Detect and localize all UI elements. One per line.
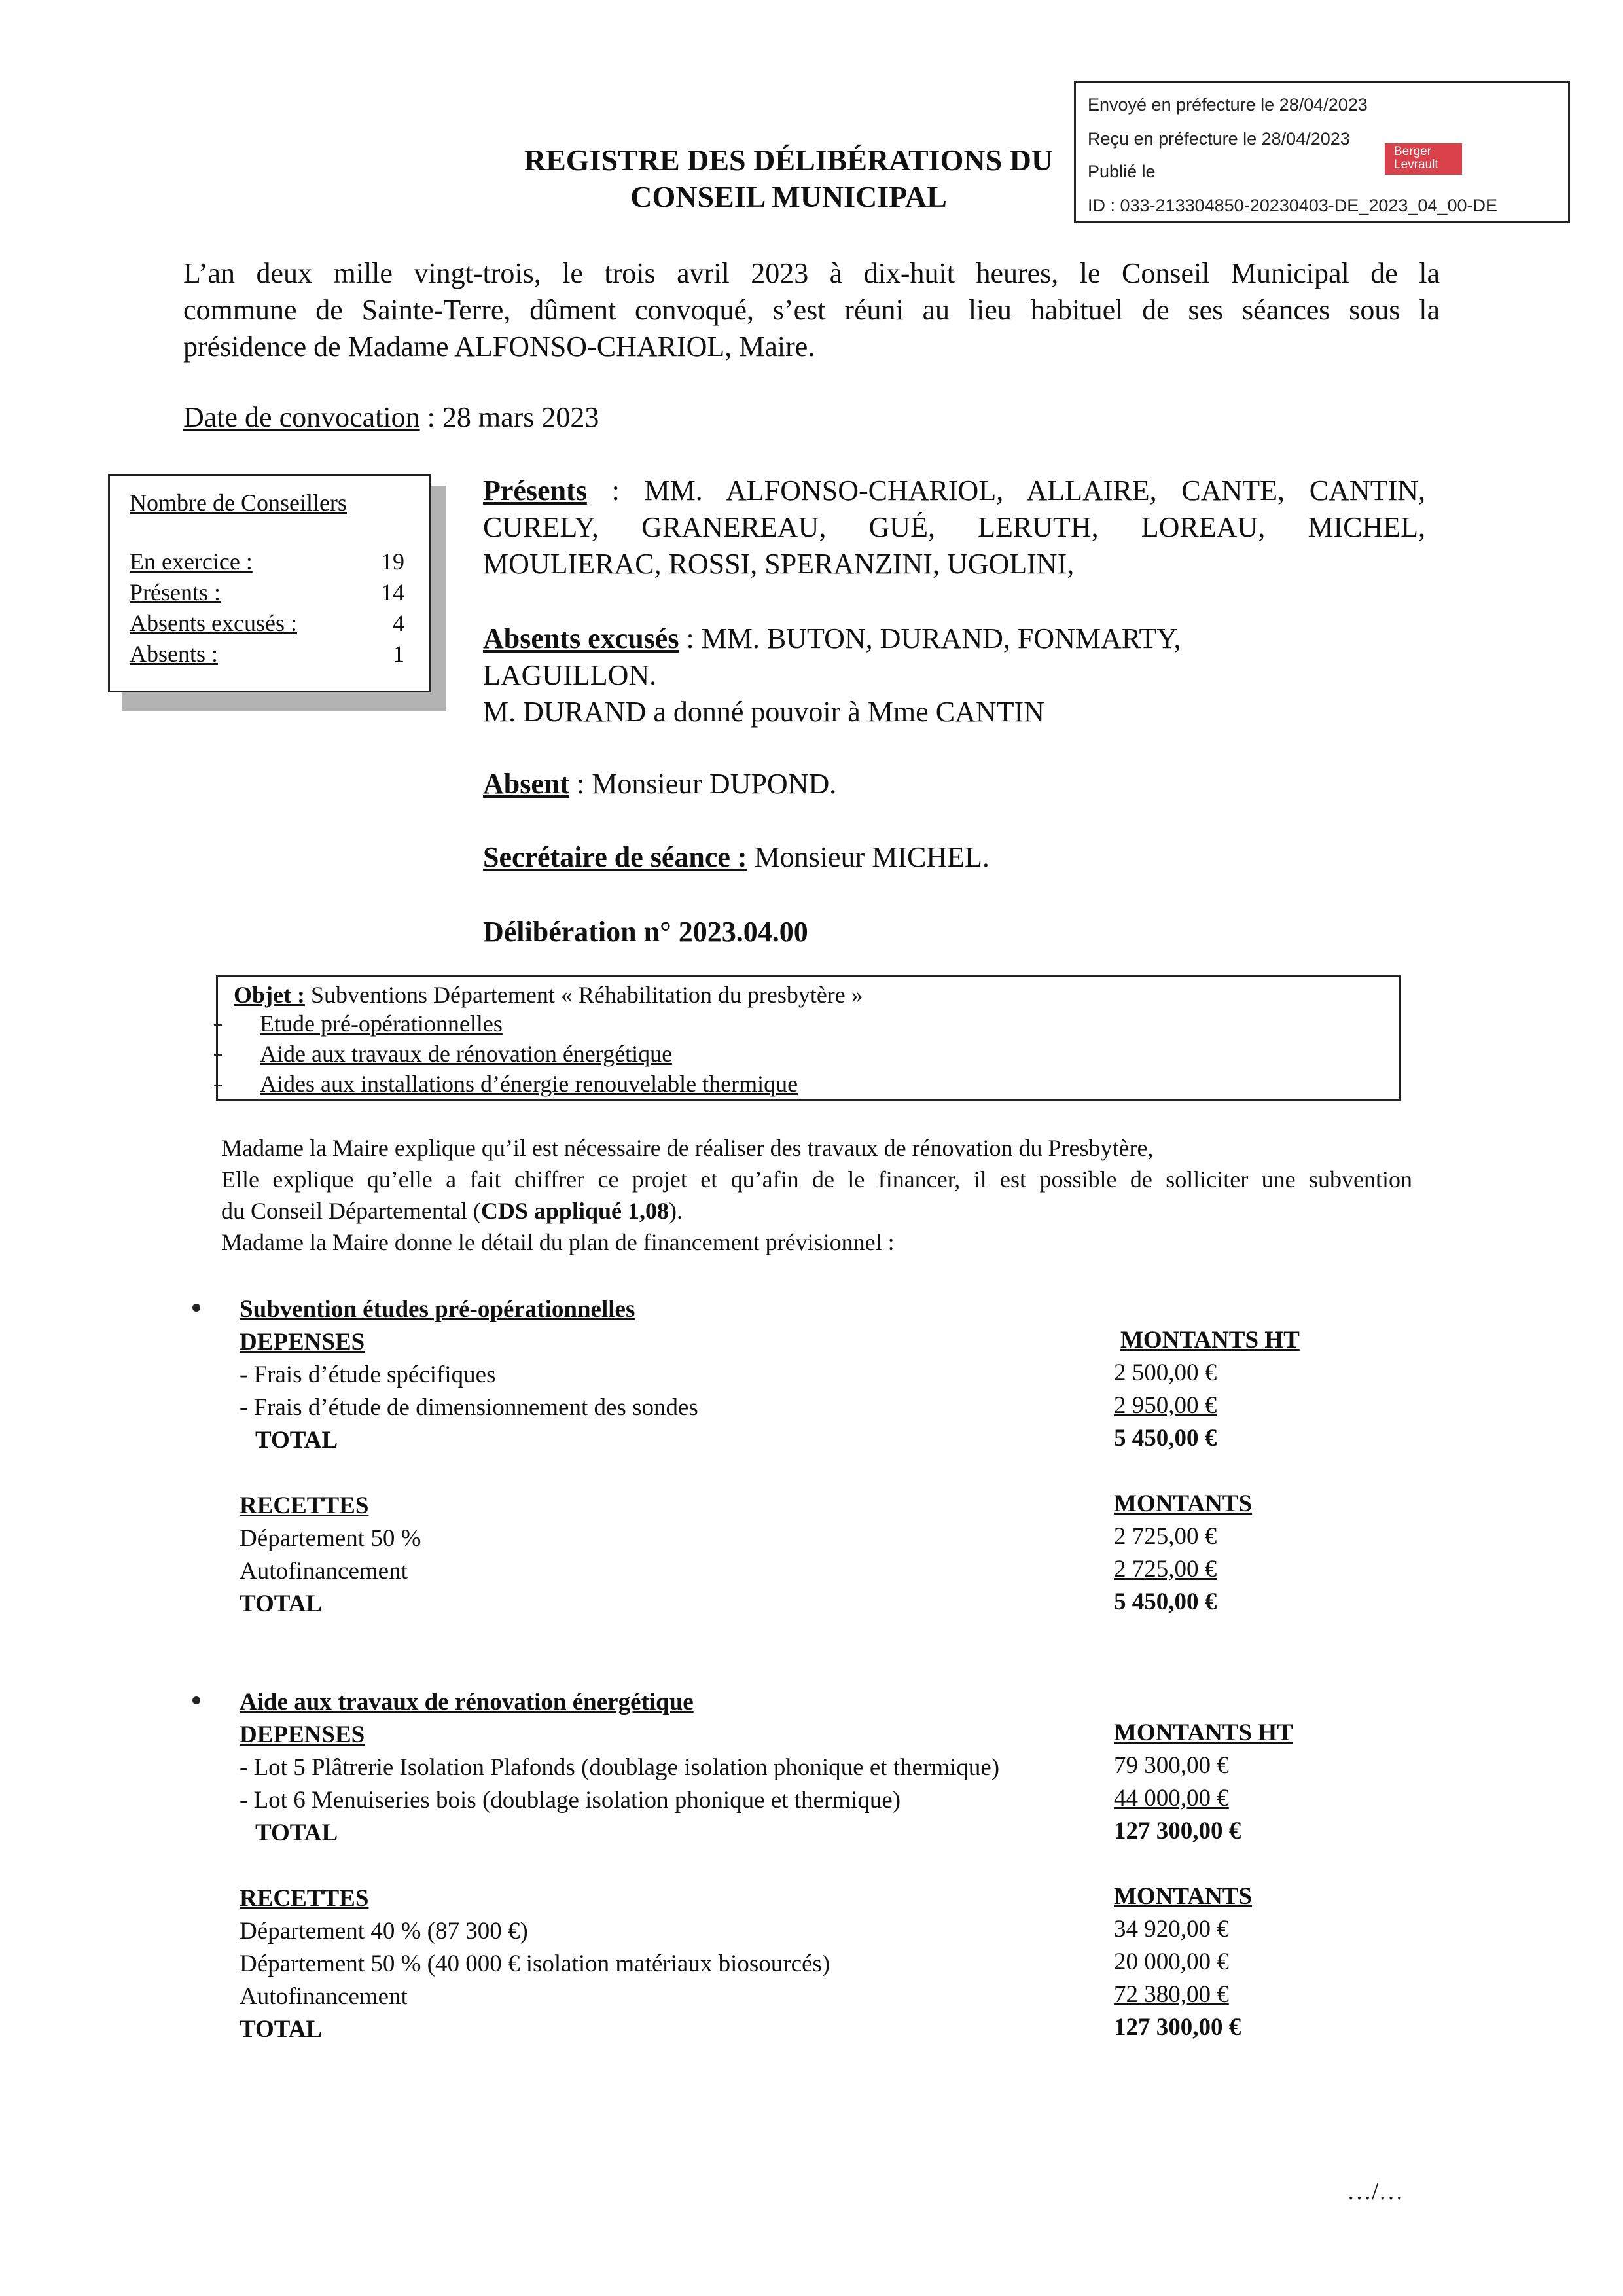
continuation-mark: …/… bbox=[1347, 2178, 1404, 2205]
section2-depenses-header: DEPENSES bbox=[240, 1721, 365, 1748]
explanation-paragraph: Madame la Maire explique qu’il est nécessaire de réaliser des travaux de rénovation du Presbytère, Elle explique qu’elle a fait chiffrer ce projet et qu’afin de le financer, il est possible de solliciter une subvention du Conseil Départemental (CDS appliqué 1,08). Madame la Maire donne le détail du plan de financement prévisionnel : bbox=[221, 1135, 1412, 1255]
section2-recette-amount: 20 000,00 € bbox=[1114, 1948, 1229, 1975]
counselors-box bbox=[108, 474, 431, 692]
berger-levrault-logo: Berger Levrault bbox=[1385, 143, 1462, 175]
section2-recette-amount: 72 380,00 € bbox=[1114, 1981, 1229, 2008]
section2-montants-header: MONTANTS bbox=[1114, 1883, 1253, 1910]
stamp-id: ID : 033-213304850-20230403-DE_2023_04_00-DE bbox=[1088, 196, 1497, 215]
counselors-row: Présents : 14 bbox=[130, 579, 404, 605]
section1-recette-amount: 2 725,00 € bbox=[1114, 1523, 1217, 1550]
section2-recettes-header: RECETTES bbox=[240, 1885, 369, 1912]
section1-recettes-total-label: TOTAL bbox=[240, 1590, 323, 1617]
stamp-received: Reçu en préfecture le 28/04/2023 bbox=[1088, 129, 1350, 149]
section1-depense-amount: 2 950,00 € bbox=[1114, 1392, 1217, 1419]
excused-members: Absents excusés : MM. BUTON, DURAND, FONMARTY, LAGUILLON. M. DURAND a donné pouvoir à Mme CANTIN bbox=[483, 620, 1425, 730]
section2-depenses-total: 127 300,00 € bbox=[1114, 1818, 1241, 1844]
objet-item: Etude pré-opérationnelles bbox=[260, 1011, 503, 1037]
section2-depenses-total-label: TOTAL bbox=[255, 1820, 338, 1846]
deliberation-number: Délibération n° 2023.04.00 bbox=[483, 916, 808, 948]
objet-box bbox=[216, 975, 1401, 1101]
section2-recette-label: Département 40 % (87 300 €) bbox=[240, 1918, 528, 1945]
section1-title: Subvention études pré-opérationnelles bbox=[240, 1296, 635, 1323]
section2-montants-ht-header: MONTANTS HT bbox=[1114, 1719, 1293, 1746]
section1-depense-amount: 2 500,00 € bbox=[1114, 1359, 1217, 1386]
section2-recettes-total-label: TOTAL bbox=[240, 2016, 323, 2043]
stamp-published: Publié le bbox=[1088, 162, 1156, 181]
prefecture-stamp bbox=[1074, 81, 1570, 223]
section1-recette-label: Département 50 % bbox=[240, 1525, 421, 1552]
section2-recette-amount: 34 920,00 € bbox=[1114, 1916, 1229, 1943]
section2-recette-label: Département 50 % (40 000 € isolation matériaux biosourcés) bbox=[240, 1950, 830, 1977]
list-dash bbox=[214, 1085, 222, 1086]
objet-item: Aide aux travaux de rénovation énergétique bbox=[260, 1041, 673, 1067]
proxy-note: M. DURAND a donné pouvoir à Mme CANTIN bbox=[483, 696, 1044, 728]
counselors-title: Nombre de Conseillers bbox=[130, 490, 347, 516]
bullet-icon bbox=[192, 1304, 200, 1312]
counselors-row: En exercice : 19 bbox=[130, 548, 404, 575]
session-secretary: Secrétaire de séance : Monsieur MICHEL. bbox=[483, 841, 990, 873]
section1-depenses-header: DEPENSES bbox=[240, 1329, 365, 1355]
objet-item: Aides aux installations d’énergie renouvelable thermique bbox=[260, 1071, 798, 1097]
list-dash bbox=[214, 1024, 222, 1026]
intro-paragraph: L’an deux mille vingt-trois, le trois avril 2023 à dix-huit heures, le Conseil Municipal de la commune de Sainte-Terre, dûment convoqué, s’est réuni au lieu habituel de ses séances sous la présidence de Madame ALFONSO-CHARIOL, Maire. bbox=[183, 257, 1440, 363]
section1-montants-header: MONTANTS bbox=[1114, 1490, 1253, 1517]
absent-member: Absent : Monsieur DUPOND. bbox=[483, 768, 837, 800]
convocation-date: Date de convocation : 28 mars 2023 bbox=[183, 401, 599, 433]
section2-depense-label: - Lot 5 Plâtrerie Isolation Plafonds (doublage isolation phonique et thermique) bbox=[240, 1754, 1000, 1781]
section1-depense-label: - Frais d’étude spécifiques bbox=[240, 1361, 496, 1388]
section1-montants-ht-header: MONTANTS HT bbox=[1120, 1327, 1300, 1354]
section2-depense-label: - Lot 6 Menuiseries bois (doublage isolation phonique et thermique) bbox=[240, 1787, 901, 1814]
page-title: REGISTRE DES DÉLIBÉRATIONS DU bbox=[524, 143, 1054, 177]
objet-heading: Objet : Subventions Département « Réhabilitation du presbytère » bbox=[234, 982, 863, 1008]
present-members: Présents : MM. ALFONSO-CHARIOL, ALLAIRE, CANTE, CANTIN, CURELY, GRANEREAU, GUÉ, LERUTH, LOREAU, MICHEL, MOULIERAC, ROSSI, SPERANZINI, UGOLINI, bbox=[483, 475, 1425, 580]
stamp-sent: Envoyé en préfecture le 28/04/2023 bbox=[1088, 95, 1368, 115]
section2-recettes-total: 127 300,00 € bbox=[1114, 2014, 1241, 2041]
section1-recette-label: Autofinancement bbox=[240, 1558, 408, 1585]
counselors-row: Absents excusés : 4 bbox=[130, 610, 404, 636]
section1-recettes-total: 5 450,00 € bbox=[1114, 1588, 1217, 1615]
counselors-row: Absents : 1 bbox=[130, 641, 404, 667]
section2-recette-label: Autofinancement bbox=[240, 1983, 408, 2010]
section1-recette-amount: 2 725,00 € bbox=[1114, 1556, 1217, 1583]
section1-depense-label: - Frais d’étude de dimensionnement des sondes bbox=[240, 1394, 698, 1421]
page-subtitle: CONSEIL MUNICIPAL bbox=[630, 180, 947, 213]
list-dash bbox=[214, 1054, 222, 1056]
section2-title: Aide aux travaux de rénovation énergétique bbox=[240, 1689, 694, 1715]
bullet-icon bbox=[192, 1696, 200, 1704]
section1-depenses-total: 5 450,00 € bbox=[1114, 1425, 1217, 1452]
section2-depense-amount: 79 300,00 € bbox=[1114, 1752, 1229, 1779]
section1-recettes-header: RECETTES bbox=[240, 1492, 369, 1519]
section2-depense-amount: 44 000,00 € bbox=[1114, 1785, 1229, 1812]
section1-depenses-total-label: TOTAL bbox=[255, 1427, 338, 1454]
